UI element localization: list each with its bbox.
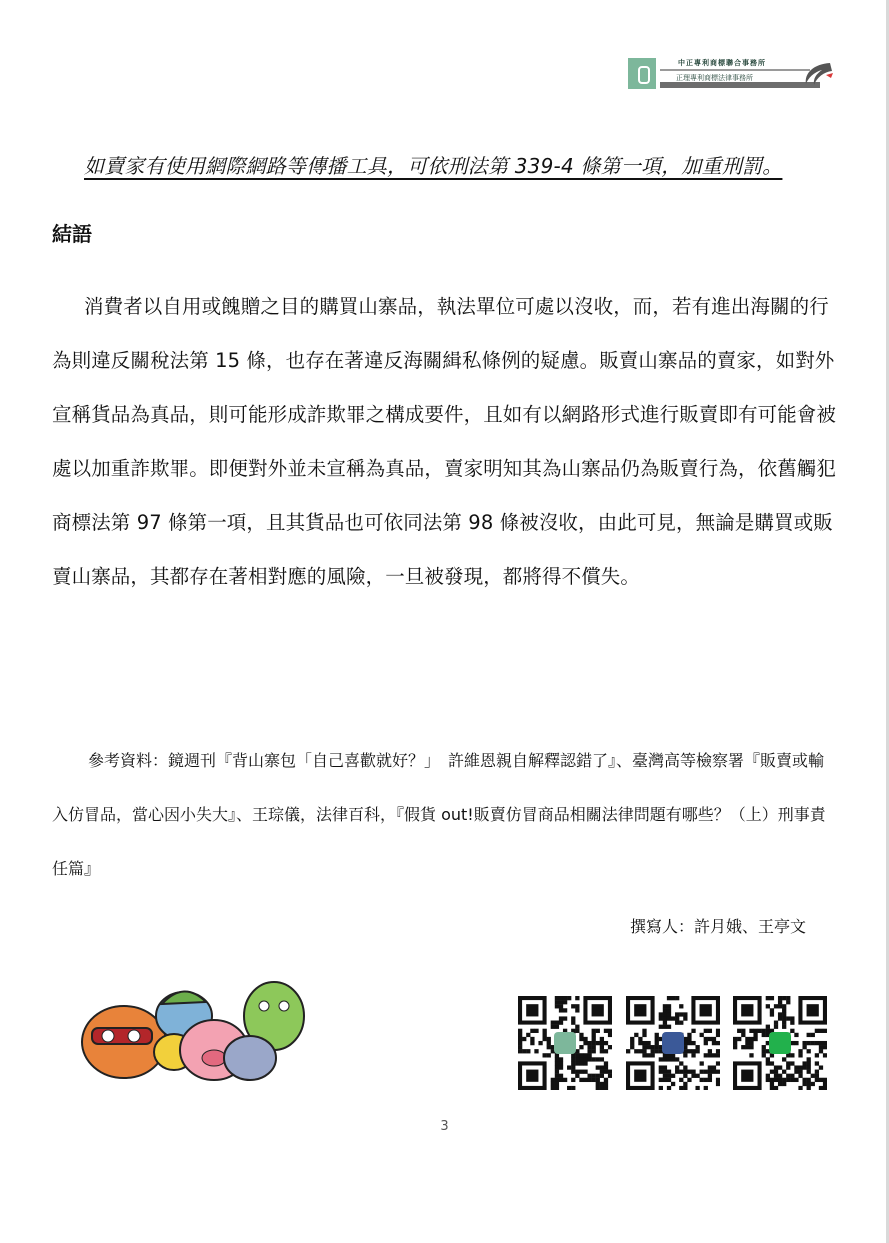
author-line: 撰寫人：許月娥、王亭文: [630, 917, 807, 936]
logo-firm-name-2: 正理專利商標法律事務所: [676, 74, 753, 82]
line-qr-code[interactable]: [733, 996, 827, 1090]
facebook-icon: [662, 1032, 684, 1054]
logo-firm-name-1: 中正專利商標聯合事務所: [678, 59, 766, 67]
headline-note: 如賣家有使用網際網路等傳播工具，可依刑法第 339-4 條第一項，加重刑罰。: [84, 154, 783, 178]
logo-swoosh-icon: [800, 60, 834, 88]
website-qr-code[interactable]: [518, 996, 612, 1090]
line-app-icon: [769, 1032, 791, 1054]
firm-logo: [628, 58, 836, 90]
logo-rule: [660, 69, 810, 71]
section-title: 結語: [52, 222, 92, 246]
conclusion-paragraph: 消費者以自用或餽贈之目的購買山寨品，執法單位可處以沒收，而，若有進出海關的行為則違反關稅法第 15 條，也存在著違反海關緝私條例的疑慮。販賣山寨品的賣家，如對外宣稱貨品為真品，則可能形成詐欺罪之構成要件，且如有以網路形式進行販賣即有可能會被處以加重詐欺罪。即便對外並未宣稱為真品，賣家明知其為山寨品仍為販賣行為，依舊觸犯商標法第 97 條第一項，且其貨品也可依同法第 98 條被沒收，由此可見，無論是購買或販賣山寨品，其都存在著相對應的風險，一旦被發現，都將得不償失。: [52, 295, 837, 588]
page-number: 3: [440, 1119, 449, 1134]
website-icon: [554, 1032, 576, 1054]
references-paragraph: 參考資料：鏡週刊『背山寨包「自己喜歡就好？」 許維恩親自解釋認錯了』、臺灣高等檢察署『販賣或輸入仿冒品，當心因小失大』、王琮儀，法律百科，『假貨 out!販賣仿冒商品相關法律問題有哪些？（上）刑事責任篇』: [52, 751, 826, 878]
facebook-qr-code[interactable]: [626, 996, 720, 1090]
logo-bar: [660, 82, 820, 88]
mascot-illustration: [78, 976, 310, 1088]
logo-mark-icon: [628, 58, 656, 89]
